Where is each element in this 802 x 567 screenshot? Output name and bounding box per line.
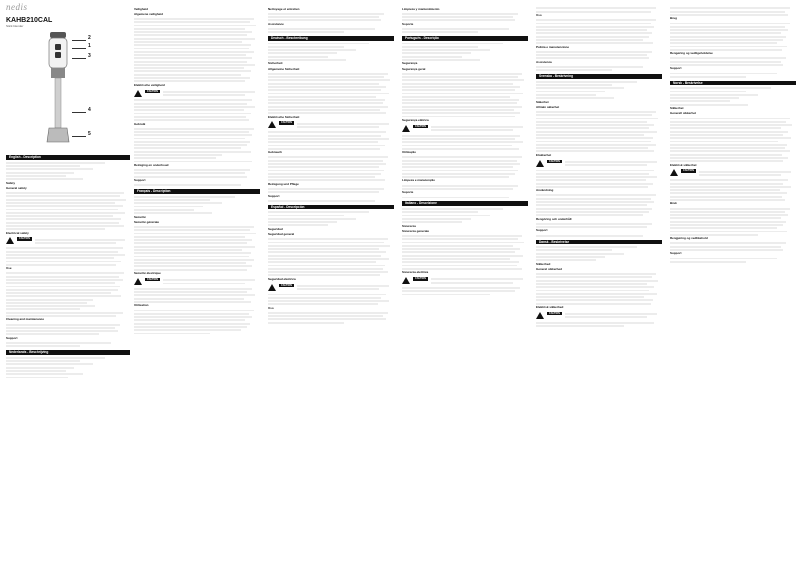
heading: Suporte [402, 190, 414, 195]
product-subtitle: Stick blender [6, 24, 24, 28]
heading: Uso [268, 305, 274, 310]
section-title-es: Español - Descripción [268, 205, 394, 210]
heading: Allmän säkerhet [536, 104, 560, 109]
heading: Elektrische Sicherheit [268, 114, 300, 119]
callout-label: 5 [88, 131, 91, 138]
caution-badge: CAUTION [281, 283, 292, 287]
heading: Cleaning and maintenance [6, 317, 45, 322]
heading: Limpieza y mantenimiento [402, 6, 440, 11]
heading: Gebruik [134, 121, 146, 126]
heading: Sikkerhed [536, 261, 551, 266]
heading: Elektrische veiligheid [134, 82, 165, 87]
callout-label: 1 [88, 43, 91, 50]
heading: Säkerhet [536, 99, 549, 104]
heading: Use [6, 266, 12, 271]
warning-triangle-icon [402, 277, 410, 284]
heading: Pulizia e manutenzione [536, 44, 570, 49]
caution-badge: CAUTION [415, 124, 426, 128]
stick-blender-drawing [46, 32, 70, 144]
heading: Nettoyage et entretien [268, 6, 300, 11]
heading: Allgemeine Sicherheit [268, 66, 300, 71]
heading: Seguridad general [268, 232, 295, 237]
caution-badge: CAUTION [147, 277, 158, 281]
warning-triangle-icon [402, 125, 410, 132]
section-title-da: Dansk - Beskrivelse [536, 240, 662, 245]
warning-triangle-icon [134, 90, 142, 97]
section-title-no: Norsk - Beskrivelse [670, 81, 796, 86]
caution-badge: CAUTION [415, 276, 426, 280]
heading: Support [268, 193, 280, 198]
callout-label: 2 [88, 35, 91, 42]
section-title-en: English - Description [6, 155, 130, 160]
heading: Support [134, 178, 146, 183]
heading: Safety [6, 180, 16, 185]
heading: Support [670, 251, 682, 256]
brand-logo: nedis [6, 2, 28, 12]
heading: Elektrisk sikkerhet [670, 162, 697, 167]
warning-triangle-icon [268, 284, 276, 291]
heading: Generel sikkerhed [536, 266, 563, 271]
heading: Sicurezza generale [402, 228, 430, 233]
section-title-pt: Português - Descrição [402, 36, 528, 41]
column-6 [670, 6, 796, 264]
heading: Seguridad eléctrica [268, 276, 296, 281]
heading: General safety [6, 185, 27, 190]
heading: Assistenza [536, 59, 552, 64]
caution-badge: CAUTION [19, 237, 30, 241]
callout-label: 4 [88, 107, 91, 114]
column-2 [134, 6, 260, 336]
heading: Utilisation [134, 303, 149, 308]
heading: Användning [536, 188, 554, 193]
section-title-de: Deutsch - Beschreibung [268, 36, 394, 41]
warning-triangle-icon [670, 169, 678, 176]
column-4 [402, 6, 528, 297]
heading: Elektrisk sikkerhed [536, 305, 564, 310]
heading: Bruk [670, 201, 677, 206]
caution-badge: CAUTION [549, 311, 560, 315]
caution-badge: CAUTION [549, 159, 560, 163]
warning-triangle-icon [268, 121, 276, 128]
heading: Seguridad [268, 226, 283, 231]
heading: Sicurezza elettrica [402, 270, 429, 275]
heading: Reinigung und Pflege [268, 181, 299, 186]
heading: Uso [536, 13, 542, 18]
heading: Soporte [402, 21, 414, 26]
heading: Segurança geral [402, 66, 426, 71]
heading: Support [536, 228, 548, 233]
heading: Sicurezza [402, 223, 416, 228]
heading: Support [6, 335, 18, 340]
warning-triangle-icon [134, 278, 142, 285]
caution-badge: CAUTION [683, 169, 694, 173]
heading: Reiniging en onderhoud [134, 162, 169, 167]
heading: Support [670, 66, 682, 71]
heading: Electrical safety [6, 230, 29, 235]
heading: Elsäkerhet [536, 152, 552, 157]
heading: Veiligheid [134, 6, 149, 11]
heading: Utilização [402, 150, 417, 155]
model-number: KAHB210CAL [6, 17, 53, 24]
heading: Gebrauch [268, 150, 283, 155]
heading: Sécurité générale [134, 219, 160, 224]
section-title-nl: Nederlands - Beschrijving [6, 350, 130, 355]
column-3 [268, 6, 394, 325]
column-1 [6, 2, 130, 380]
heading: Segurança [402, 61, 418, 66]
heading: Rengøring og vedligeholdelse [670, 51, 713, 56]
heading: Generell sikkerhet [670, 111, 697, 116]
heading: Limpeza e manutenção [402, 178, 436, 183]
heading: Rengjøring og vedlikehold [670, 236, 708, 241]
section-title-fr: Français - Description [134, 189, 260, 194]
heading: Brug [670, 16, 677, 21]
heading: Segurança elétrica [402, 117, 429, 122]
heading: Sicherheit [268, 61, 283, 66]
heading: Sécurité électrique [134, 271, 161, 276]
caution-badge: CAUTION [281, 121, 292, 125]
column-5 [536, 6, 662, 328]
heading: Sikkerhet [670, 106, 684, 111]
heading: Assistance [268, 21, 284, 26]
section-title-it: Italiano - Descrizione [402, 201, 528, 206]
heading: Rengöring och underhåll [536, 216, 572, 221]
product-illustration [6, 32, 130, 152]
warning-triangle-icon [536, 160, 544, 167]
section-title-sv: Svenska - Beskrivning [536, 74, 662, 79]
warning-triangle-icon [6, 237, 14, 244]
heading: Algemene veiligheid [134, 11, 164, 16]
heading: Sécurité [134, 214, 146, 219]
callout-label: 3 [88, 53, 91, 60]
caution-badge: CAUTION [147, 89, 158, 93]
warning-triangle-icon [536, 312, 544, 319]
